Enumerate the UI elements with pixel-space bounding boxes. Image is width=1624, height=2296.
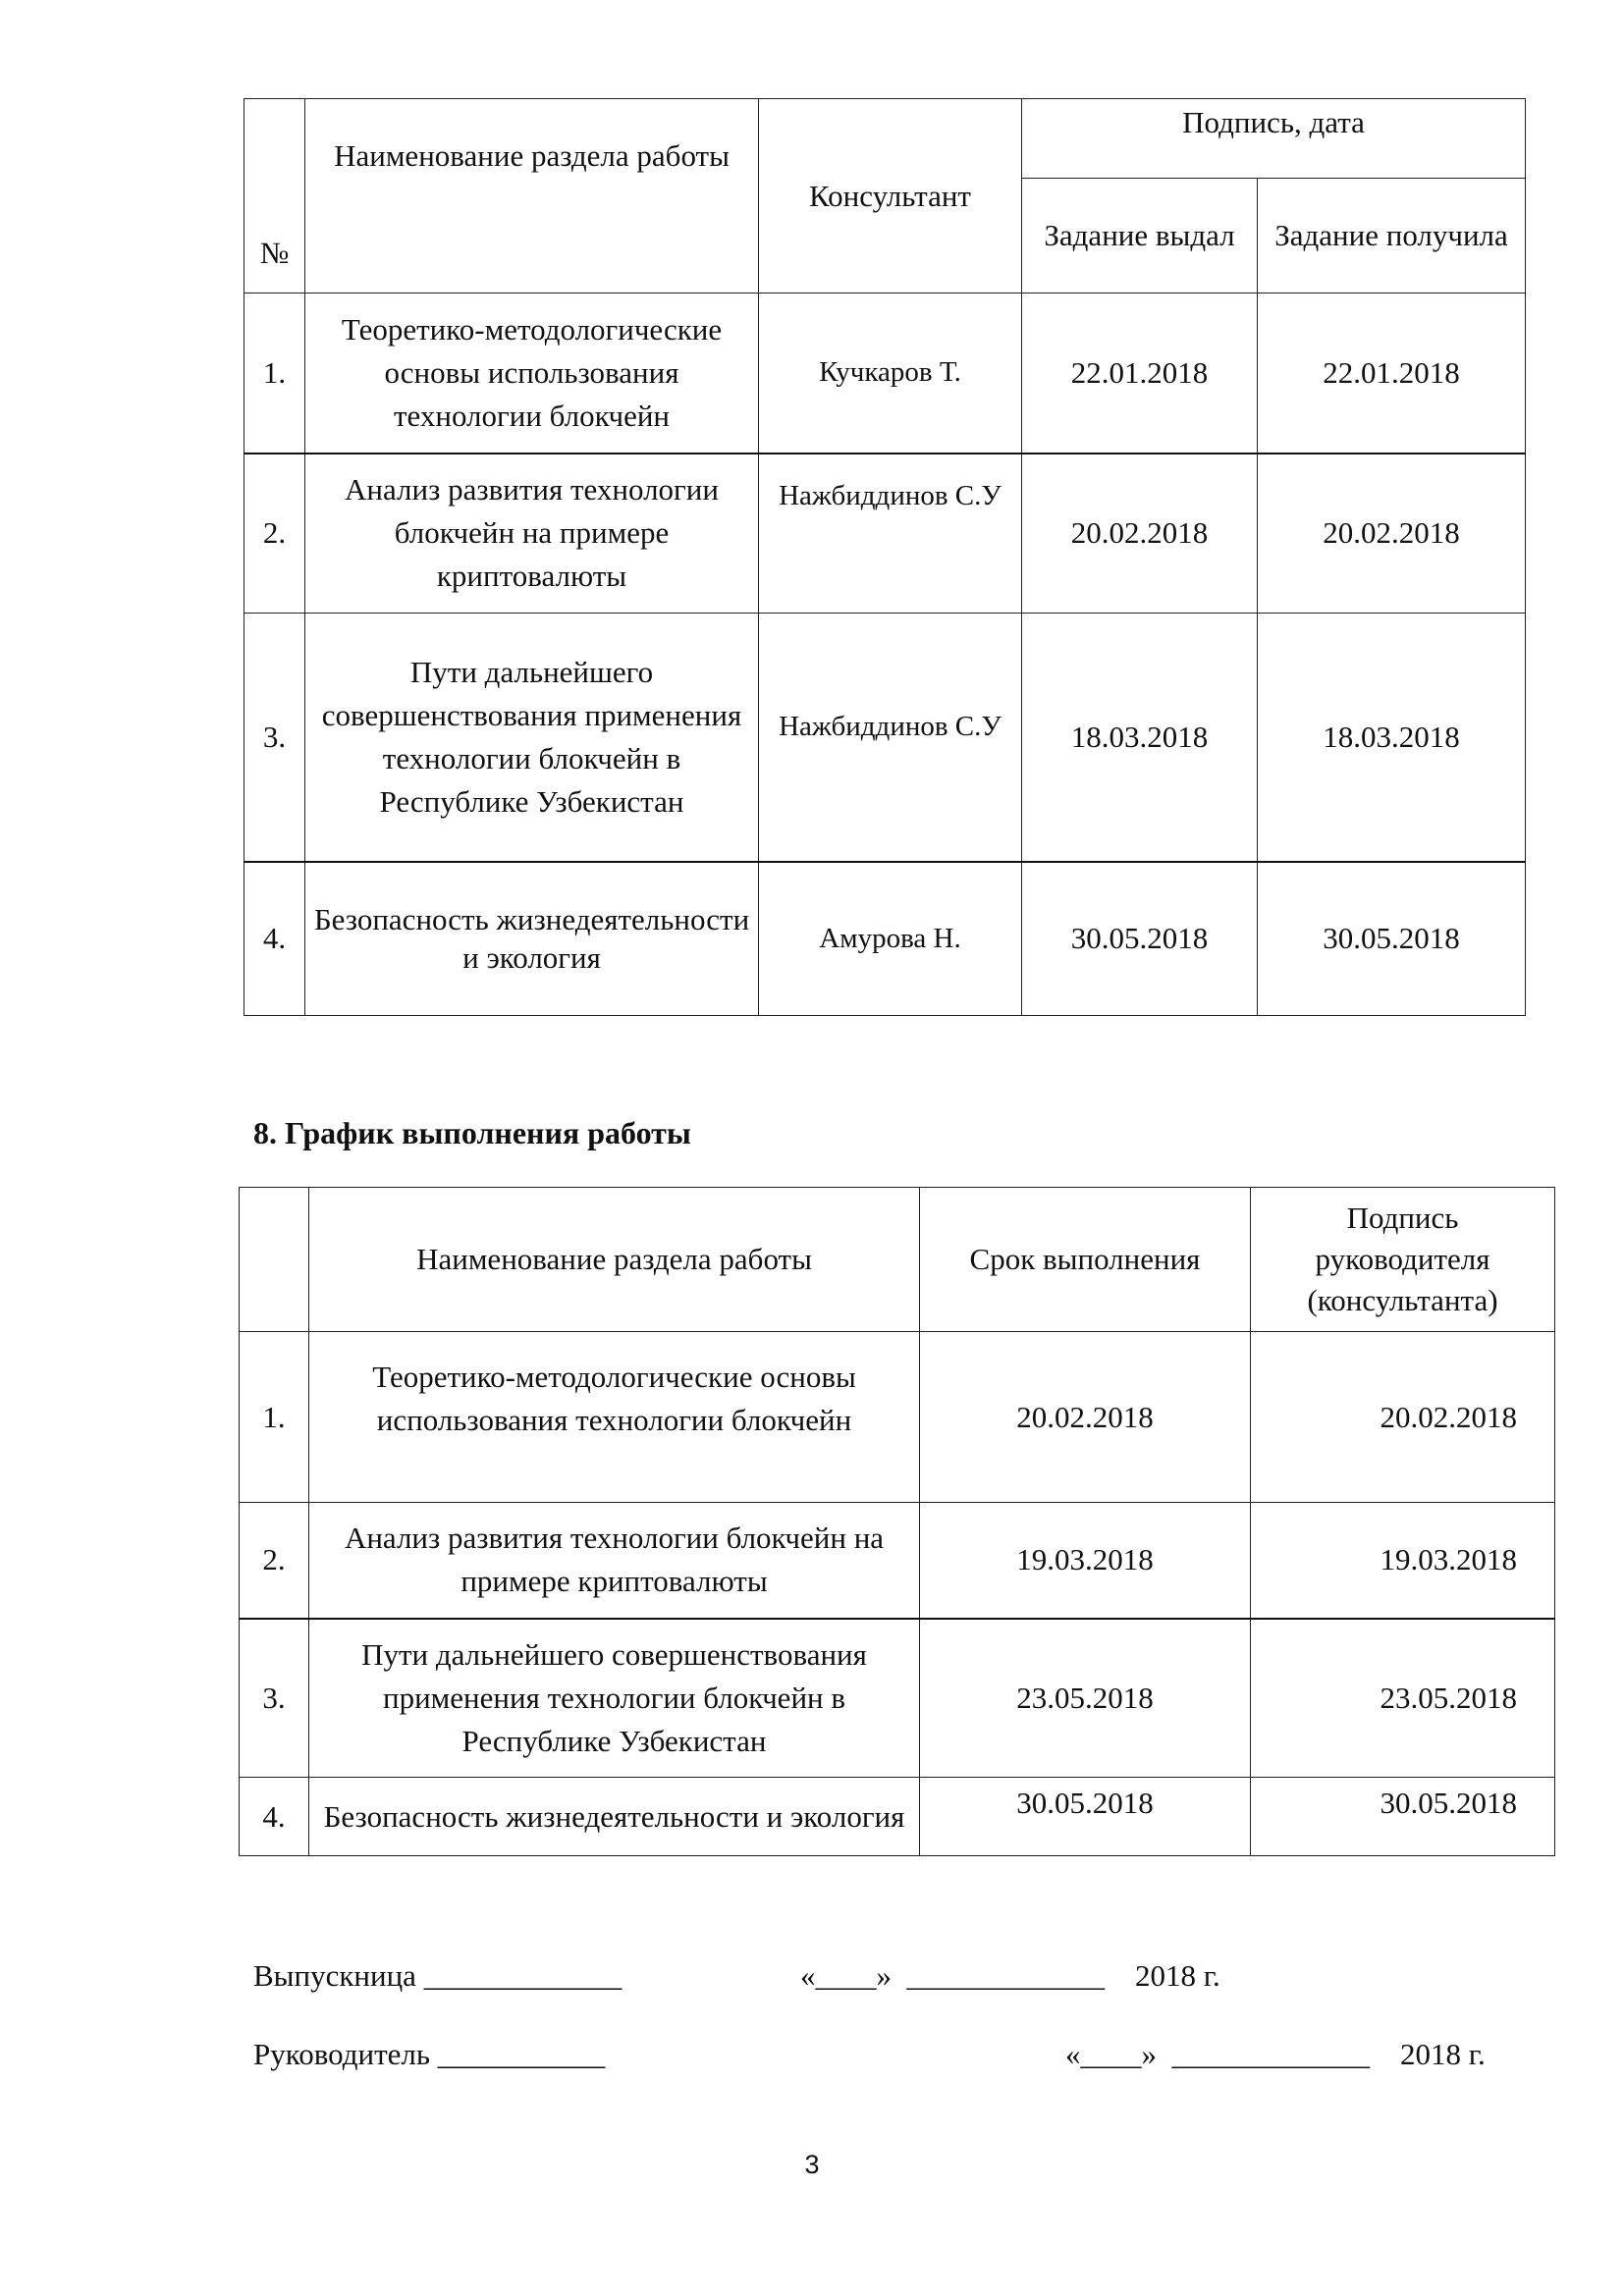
section-name: Анализ развития технологии блокчейн на примере криптовалюты: [305, 454, 759, 614]
issued-date: 20.02.2018: [1022, 454, 1258, 614]
table-row: [240, 1619, 1555, 1778]
issued-date: 18.03.2018: [1022, 614, 1258, 862]
header-section-name: Наименование раздела работы: [305, 99, 759, 294]
consultant-name: Амурова Н.: [759, 862, 1022, 1016]
consultant-name: Кучкаров Т.: [759, 294, 1022, 454]
deadline-date: 23.05.2018: [920, 1619, 1251, 1778]
table-row: [244, 614, 1526, 862]
section-name: Пути дальнейшего совершенствования применения технологии блокчейн в Республике Узбекистан: [309, 1619, 920, 1778]
section-title: 8. График выполнения работы: [253, 1115, 691, 1150]
page-number: 3: [804, 2150, 820, 2179]
received-date: 30.05.2018: [1258, 862, 1526, 1016]
signature-date: 19.03.2018: [1251, 1503, 1555, 1619]
row-number: 4.: [244, 862, 305, 1016]
section-name: Безопасность жизнедеятельности и экология: [305, 862, 759, 1016]
section-name: Пути дальнейшего совершенствования применения технологии блокчейн в Республике Узбекистан: [305, 614, 759, 862]
table-row: [240, 1778, 1555, 1856]
supervisor-date-line: «____» _____________ 2018 г.: [1065, 2037, 1486, 2071]
graduate-signature-line: Выпускница _____________: [253, 1958, 623, 1993]
row-number: 4.: [240, 1778, 309, 1856]
consultant-name: Нажбиддинов С.У: [759, 454, 1022, 614]
deadline-date: 30.05.2018: [920, 1778, 1251, 1856]
header-signature-date: Подпись, дата: [1022, 99, 1526, 179]
consultant-name: Нажбиддинов С.У: [759, 614, 1022, 862]
section-name: Безопасность жизнедеятельности и экология: [309, 1778, 920, 1856]
table-row: [240, 1332, 1555, 1503]
section-name: Теоретико-методологические основы использования технологии блокчейн: [309, 1332, 920, 1503]
section-name: Анализ развития технологии блокчейн на примере криптовалюты: [309, 1503, 920, 1619]
signature-date: 23.05.2018: [1251, 1619, 1555, 1778]
row-number: 1.: [244, 294, 305, 454]
row-number: 2.: [244, 454, 305, 614]
schedule-table: [239, 1187, 1555, 1856]
supervisor-signature-line: Руководитель ___________: [253, 2037, 606, 2071]
table-row: [244, 454, 1526, 614]
row-number: 3.: [240, 1619, 309, 1778]
row-number: 3.: [244, 614, 305, 862]
received-date: 22.01.2018: [1258, 294, 1526, 454]
section-name: Теоретико-методологические основы использования технологии блокчейн: [305, 294, 759, 454]
header-consultant: Консультант: [759, 99, 1022, 294]
deadline-date: 20.02.2018: [920, 1332, 1251, 1503]
header-deadline: Срок выполнения: [920, 1188, 1251, 1332]
header-supervisor-signature: Подпись руководителя (консультанта): [1251, 1188, 1555, 1332]
header-section-name: Наименование раздела работы: [309, 1188, 920, 1332]
received-date: 20.02.2018: [1258, 454, 1526, 614]
row-number: 1.: [240, 1332, 309, 1503]
header-task-issued: Задание выдал: [1022, 179, 1258, 294]
table-row: [240, 1503, 1555, 1619]
deadline-date: 19.03.2018: [920, 1503, 1251, 1619]
header-number: №: [244, 99, 305, 294]
issued-date: 30.05.2018: [1022, 862, 1258, 1016]
signature-date: 20.02.2018: [1251, 1332, 1555, 1503]
header-number: [240, 1188, 309, 1332]
row-number: 2.: [240, 1503, 309, 1619]
consultants-table: [244, 98, 1526, 1016]
received-date: 18.03.2018: [1258, 614, 1526, 862]
header-task-received: Задание получила: [1258, 179, 1526, 294]
issued-date: 22.01.2018: [1022, 294, 1258, 454]
graduate-date-line: «____» _____________ 2018 г.: [800, 1958, 1220, 1993]
table-row: [244, 294, 1526, 454]
signature-date: 30.05.2018: [1251, 1778, 1555, 1856]
table-row: [244, 862, 1526, 1016]
